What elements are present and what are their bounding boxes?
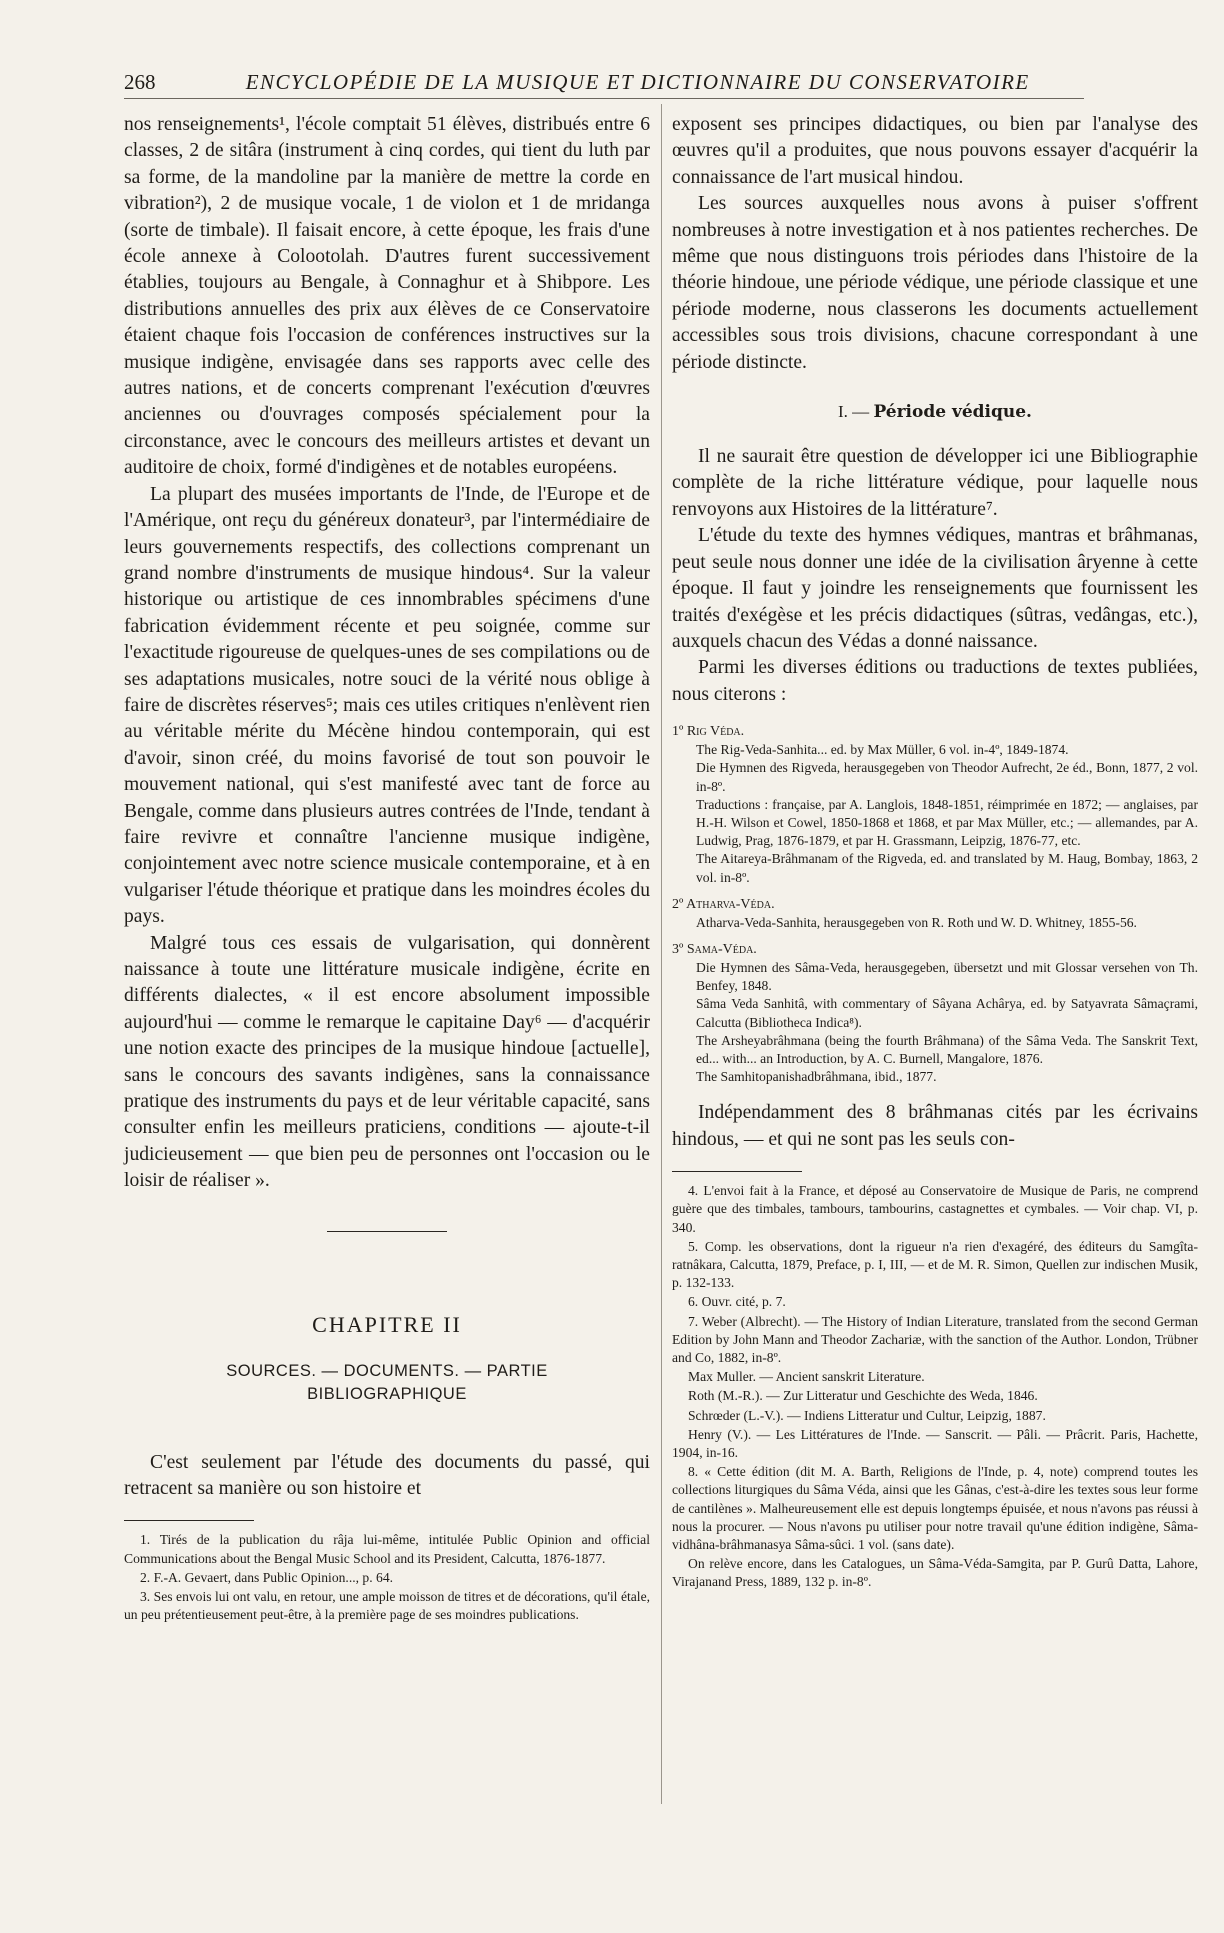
bibliography-entry: Die Hymnen des Rigveda, herausgegeben von Theodor Aufrecht, 2e éd., Bonn, 1877, 2 vol. in-8º. <box>696 760 1198 794</box>
paragraph: Parmi les diverses éditions ou traductions de textes publiées, nous citerons : <box>672 657 1198 705</box>
column-divider <box>661 104 662 1804</box>
bibliography-entry: Sâma Veda Sanhitâ, with commentary of Sâyana Achârya, ed. by Satyavrata Sâmaçrami, Calcutta (Bibliotheca Indica⁸). <box>696 996 1198 1030</box>
bibliography-entry: Traductions : française, par A. Langlois, 1848-1851, réimprimée en 1872; — anglaises, par H.-H. Wilson et Cowel, 1850-1868 et 1868, et par Max Müller, etc.; — allemandes, par A. Ludwig, Prag, 1876-1879, et par H. Grassmann, Leipzig, 1876-77, etc. <box>696 796 1198 849</box>
footnote: 4. L'envoi fait à la France, et déposé au Conservatoire de Musique de Paris, ne comprend guère que des timbales, tambours, tambourins, castagnettes et cymbales. — Voir chap. VI, p. 340. <box>672 1183 1198 1235</box>
paragraph: nos renseignements¹, l'école comptait 51 élèves, distribués entre 6 classes, 2 de sitâra (instrument à cinq cordes, qui tient du luth par sa forme, de la mandoline par la manière de mettre la corde en vibration²), 2 de musique vocale, 1 de violon et 1 de mridanga (sorte de timbale). Il faisait encore, à cette époque, les frais d'une école annexe à Colootolah. D'autres furent successivement établies, toujours au Bengale, à Connaghur et à Shibpore. Les distributions annuelles des prix aux élèves de ce Conservatoire étaient chaque fois l'occasion de conférences instructives sur la musique indigène, envisagée dans ses rapports avec celle des autres nations, et de concerts comprenant l'exécution d'œuvres anciennes ou d'ouvrages composés spécialement pour la circonstance, avec le concours des meilleurs artistes et devant un auditoire de choix, formé d'indigènes et de notables européens. <box>124 114 650 479</box>
footnote: Max Muller. — Ancient sanskrit Literature. <box>688 1369 925 1385</box>
footnote: 8. « Cette édition (dit M. A. Barth, Religions de l'Inde, p. 4, note) comprend toutes les collections liturgiques du Sâma Véda, ainsi que les Gânas, c'est-à-dire les textes sous leur forme de cantilènes ». Malheureusement elle est depuis longtemps épuisée, et nous n'avons pas réussi à nous la procurer. — Nous n'avons pu utiliser pour notre travail qu'une édition indigène, Sâma-vidhâna-brâhmanasya Sâma-sûci. 1 vol. (sans date). <box>672 1464 1198 1553</box>
page-number: 268 <box>124 70 156 94</box>
paragraph: Il ne saurait être question de développer ici une Bibliographie complète de la riche littérature védique, pour laquelle nous renvoyons aux Histoires de la littérature⁷. <box>672 446 1198 520</box>
footnote-rule <box>672 1171 802 1172</box>
bibliography-heading: 3º Sama-Véda. <box>672 941 757 957</box>
chapter-subtitle: SOURCES. — DOCUMENTS. — PARTIE BIBLIOGRAPHIQUE <box>226 1361 548 1403</box>
footnote: 6. Ouvr. cité, p. 7. <box>688 1294 786 1310</box>
bibliography-heading: 2º Atharva-Véda. <box>672 896 775 912</box>
bibliography-heading: 1º Rig Véda. <box>672 724 745 740</box>
footnotes-right <box>672 1182 1198 1591</box>
footnote: 3. Ses envois lui ont valu, en retour, une ample moisson de titres et de décorations, qu'il étale, un peu prétentieusement peut-être, à la première page de ses moindres publications. <box>124 1589 650 1623</box>
bibliography-entry: Die Hymnen des Sâma-Veda, herausgegeben, übersetzt und mit Glossar versehen von Th. Benfey, 1848. <box>696 959 1198 994</box>
footnote: 1. Tirés de la publication du râja lui-même, intitulée Public Opinion and official Communications about the Bengal Music School and its President, Calcutta, 1876-1877. <box>124 1532 650 1566</box>
section-heading <box>672 402 1198 422</box>
paragraph: Indépendamment des 8 brâhmanas cités par les écrivains hindous, — et qui ne sont pas les seuls con- <box>672 1102 1198 1150</box>
paragraph: Les sources auxquelles nous avons à puiser s'offrent nombreuses à notre investigation et à nos patientes recherches. De même que nous distinguons trois périodes dans l'histoire de la théorie hindoue, une période védique, une période classique et une période moderne, nous classerons les documents actuellement accessibles sous trois divisions, chacune correspondant à une période distincte. <box>672 193 1198 373</box>
footnote: On relève encore, dans les Catalogues, un Sâma-Véda-Samgita, par P. Gurû Datta, Lahore, Virajanand Press, 1889, 132 p. in-8º. <box>672 1556 1198 1590</box>
footnote: Henry (V.). — Les Littératures de l'Inde. — Sanscrit. — Pâli. — Prâcrit. Paris, Hachette, 1904, in-16. <box>672 1426 1198 1461</box>
footnotes-left <box>124 1531 650 1624</box>
footnote: 2. F.-A. Gevaert, dans Public Opinion..., p. 64. <box>140 1569 394 1585</box>
section-number: I. — <box>838 402 874 422</box>
footnote: 5. Comp. les observations, dont la rigueur n'a rien d'exagéré, des éditeurs du Samgîta-ratnâkara, Calcutta, 1879, Preface, p. I, III, — et de M. R. Simon, Quellen zur indischen Musik, p. 132-133. <box>672 1238 1198 1291</box>
paragraph: C'est seulement par l'étude des documents du passé, qui retracent sa manière ou son histoire et <box>124 1451 650 1500</box>
paragraph: La plupart des musées importants de l'Inde, de l'Europe et de l'Amérique, ont reçu du généreux donateur³, par l'intermédiaire de leurs gouvernements respectifs, des collections comprenant un grand nombre d'instruments de musique hindous⁴. Sur la valeur historique ou artistique de ces innombrables spécimens d'une fabrication évidemment récente et peu soignée, comme sur l'exactitude rigoureuse de quelques-unes de ses compilations ou de ses adaptations musicales, notre souci de la vérité nous oblige à faire de discrètes réserves⁵; mais ces utiles critiques n'enlèvent rien au véritable mérite du Mécène hindou contemporain, qui est d'avoir, sinon créé, du moins favorisé de tout son pouvoir le mouvement national, qui s'est manifesté avec tant de force au Bengale, comme dans plusieurs autres contrées de l'Inde, tendant à faire revivre et connaître l'ancienne musique indigène, conjointement avec notre science musicale contemporaine, et à en vulgariser l'étude théorique et pratique dans les moindres écoles du pays. <box>124 483 650 928</box>
right-column <box>672 112 1198 1592</box>
bibliography-entry: Atharva-Veda-Sanhita, herausgegeben von R. Roth und W. D. Whitney, 1855-56. <box>696 914 1137 930</box>
chapter-heading: CHAPITRE II <box>312 1311 462 1337</box>
running-header <box>124 70 1084 99</box>
section-title: Période védique. <box>873 402 1032 423</box>
left-column <box>124 112 650 1624</box>
bibliography-entry: The Arsheyabrâhmana (being the fourth Brâhmana) of the Sâma Veda. The Sanskrit Text, ed... with... an Introduction, by A. C. Burnell, Mangalore, 1876. <box>696 1032 1198 1066</box>
paragraph: Malgré tous ces essais de vulgarisation, qui donnèrent naissance à toute une littérature musicale indigène, écrite en différents dialectes, « il est encore absolument impossible aujourd'hui — comme le remarque le capitaine Day⁶ — d'acquérir une notion exacte des principes de la musique hindoue [actuelle], sans le concours des savants indigènes, sans la connaissance pratique des instruments du pays et de leur véritable capacité, sans consulter enfin les meilleurs praticiens, conditions — ajoute-t-il judicieusement — que bien peu de personnes ont l'occasion ou le loisir de réaliser ». <box>124 932 650 1192</box>
footnote: Schrœder (L.-V.). — Indiens Litteratur und Cultur, Leipzig, 1887. <box>688 1407 1046 1423</box>
paragraph: L'étude du texte des hymnes védiques, mantras et brâhmanas, peut seule nous donner une idée de la civilisation âryenne à cette époque. Il faut y joindre les renseignements que fournissent les traités d'exégèse et les précis didactiques (sûtras, vedângas, etc.), auxquels chacun des Védas a donné naissance. <box>672 525 1198 652</box>
footnote: 7. Weber (Albrecht). — The History of Indian Literature, translated from the second German Edition by John Mann and Theodor Zachariæ, with the sanction of the Author. London, Trübner and Co, 1882, in-8º. <box>672 1313 1198 1366</box>
bibliography-entry: The Aitareya-Brâhmanam of the Rigveda, ed. and translated by M. Haug, Bombay, 1863, 2 vol. in-8º. <box>696 851 1198 885</box>
separator-rule <box>327 1231 447 1232</box>
bibliography-entry: The Rig-Veda-Sanhita... ed. by Max Müller, 6 vol. in-4º, 1849-1874. <box>696 742 1069 758</box>
footnote: Roth (M.-R.). — Zur Litteratur und Geschichte des Weda, 1846. <box>688 1388 1038 1404</box>
footnote-rule <box>124 1520 254 1521</box>
paragraph: exposent ses principes didactiques, ou bien par l'analyse des œuvres qu'il a produites, que nous pouvons essayer d'acquérir la connaissance de l'art musical hindou. <box>672 114 1198 188</box>
running-title: ENCYCLOPÉDIE DE LA MUSIQUE ET DICTIONNAIRE DU CONSERVATOIRE <box>245 70 1030 94</box>
bibliography-entry: The Samhitopanishadbrâhmana, ibid., 1877. <box>696 1069 937 1085</box>
